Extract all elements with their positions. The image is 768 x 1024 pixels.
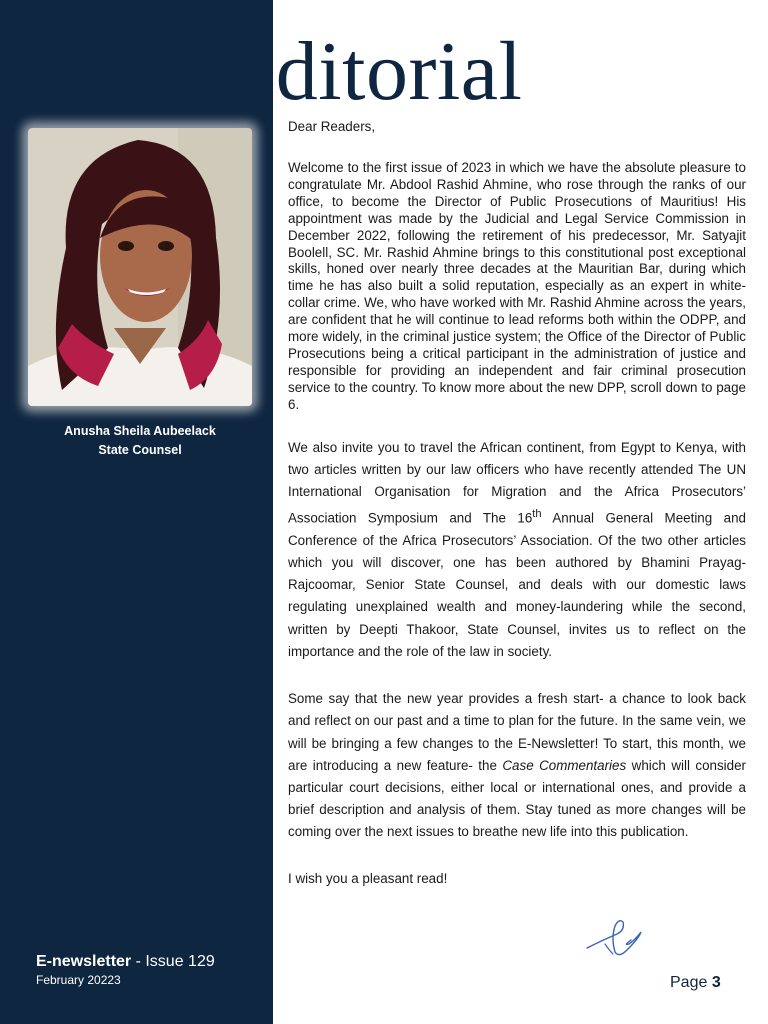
editorial-body [288, 117, 746, 888]
issue-date: February 20223 [36, 973, 121, 987]
issue-number: Issue 129 [145, 953, 215, 970]
page-number [670, 974, 721, 992]
paragraph-2-text-a: We also invite you to travel the African continent, from Egypt to Kenya, with two articles written by our law officers who have recently attended The UN International Organisation for Migration and the Africa Prosecutors’ Association Symposium and The 16 [288, 439, 746, 526]
paragraph-3-text-b: which will consider particular court decisions, either local or international ones, and provide a brief description and analysis of them. Stay tuned as more changes will be coming over the next issues to breathe new life into this publication. [288, 757, 747, 840]
ordinal-suffix: th [532, 508, 542, 521]
author-name: Anusha Sheila Aubeelack [64, 424, 216, 438]
author-photo [28, 128, 252, 406]
author-caption [20, 422, 260, 460]
author-role: State Counsel [98, 443, 182, 457]
case-commentaries-term: Case Commentaries [502, 757, 627, 773]
page-number-label: Page [670, 974, 708, 991]
newsletter-brand: E-newsletter [36, 953, 132, 970]
closing-line: I wish you a pleasant read! [288, 870, 448, 886]
paragraph-2-text-b: Annual General Meeting and Conference of the Africa Prosecutors’ Association. Of the two other articles which you will discover, one has been authored by Bhamini Prayag-Rajcoomar, Senior State Counsel, and deals with our domestic laws regulating unexplained wealth and money-laundering while the second, written by Deepti Thakoor, State Counsel, invites us to reflect on the importance and the role of the law in society. [288, 510, 746, 659]
greeting: Dear Readers, [288, 119, 376, 134]
paragraph-1: Welcome to the first issue of 2023 in which we have the absolute pleasure to congratulate Mr. Abdool Rashid Ahmine, who rose through the ranks of our office, to become the Director of Public Prosecutions of Mauritius! His appointment was made by the Judicial and Legal Service Commission in December 2022, following the retirement of his predecessor, Mr. Satyajit Boolell, SC. Mr. Rashid Ahmine brings to this constitutional post exceptional skills, honed over nearly three decades at the Mauritian Bar, during which time he has also built a solid reputation, especially as an expert in white-collar crime. We, who have worked with Mr. Rashid Ahmine across the years, are confident that he will continue to lead reforms both within the ODPP, and more widely, in the criminal justice system; the Office of the Director of Public Prosecutions being a critical participant in the administration of justice and responsible for providing an independent and fair criminal prosecution service to the country. To know more about the new DPP, scroll down to page 6. [288, 160, 746, 412]
page-title: Editorial [224, 25, 523, 118]
footer-separator: - [131, 953, 146, 970]
newsletter-footer [36, 952, 215, 988]
signature-icon [583, 914, 647, 960]
paragraph-2 [288, 437, 746, 664]
page-number-value: 3 [711, 974, 721, 991]
paragraph-3 [288, 688, 746, 843]
paragraph-3-text-a: Some say that the new year provides a fresh start- a chance to look back and reflect on our past and a time to plan for the future. In the same vein, we will be bringing a few changes to the E-Newsletter! To start, this month, we are introducing a new feature- the [288, 691, 746, 773]
